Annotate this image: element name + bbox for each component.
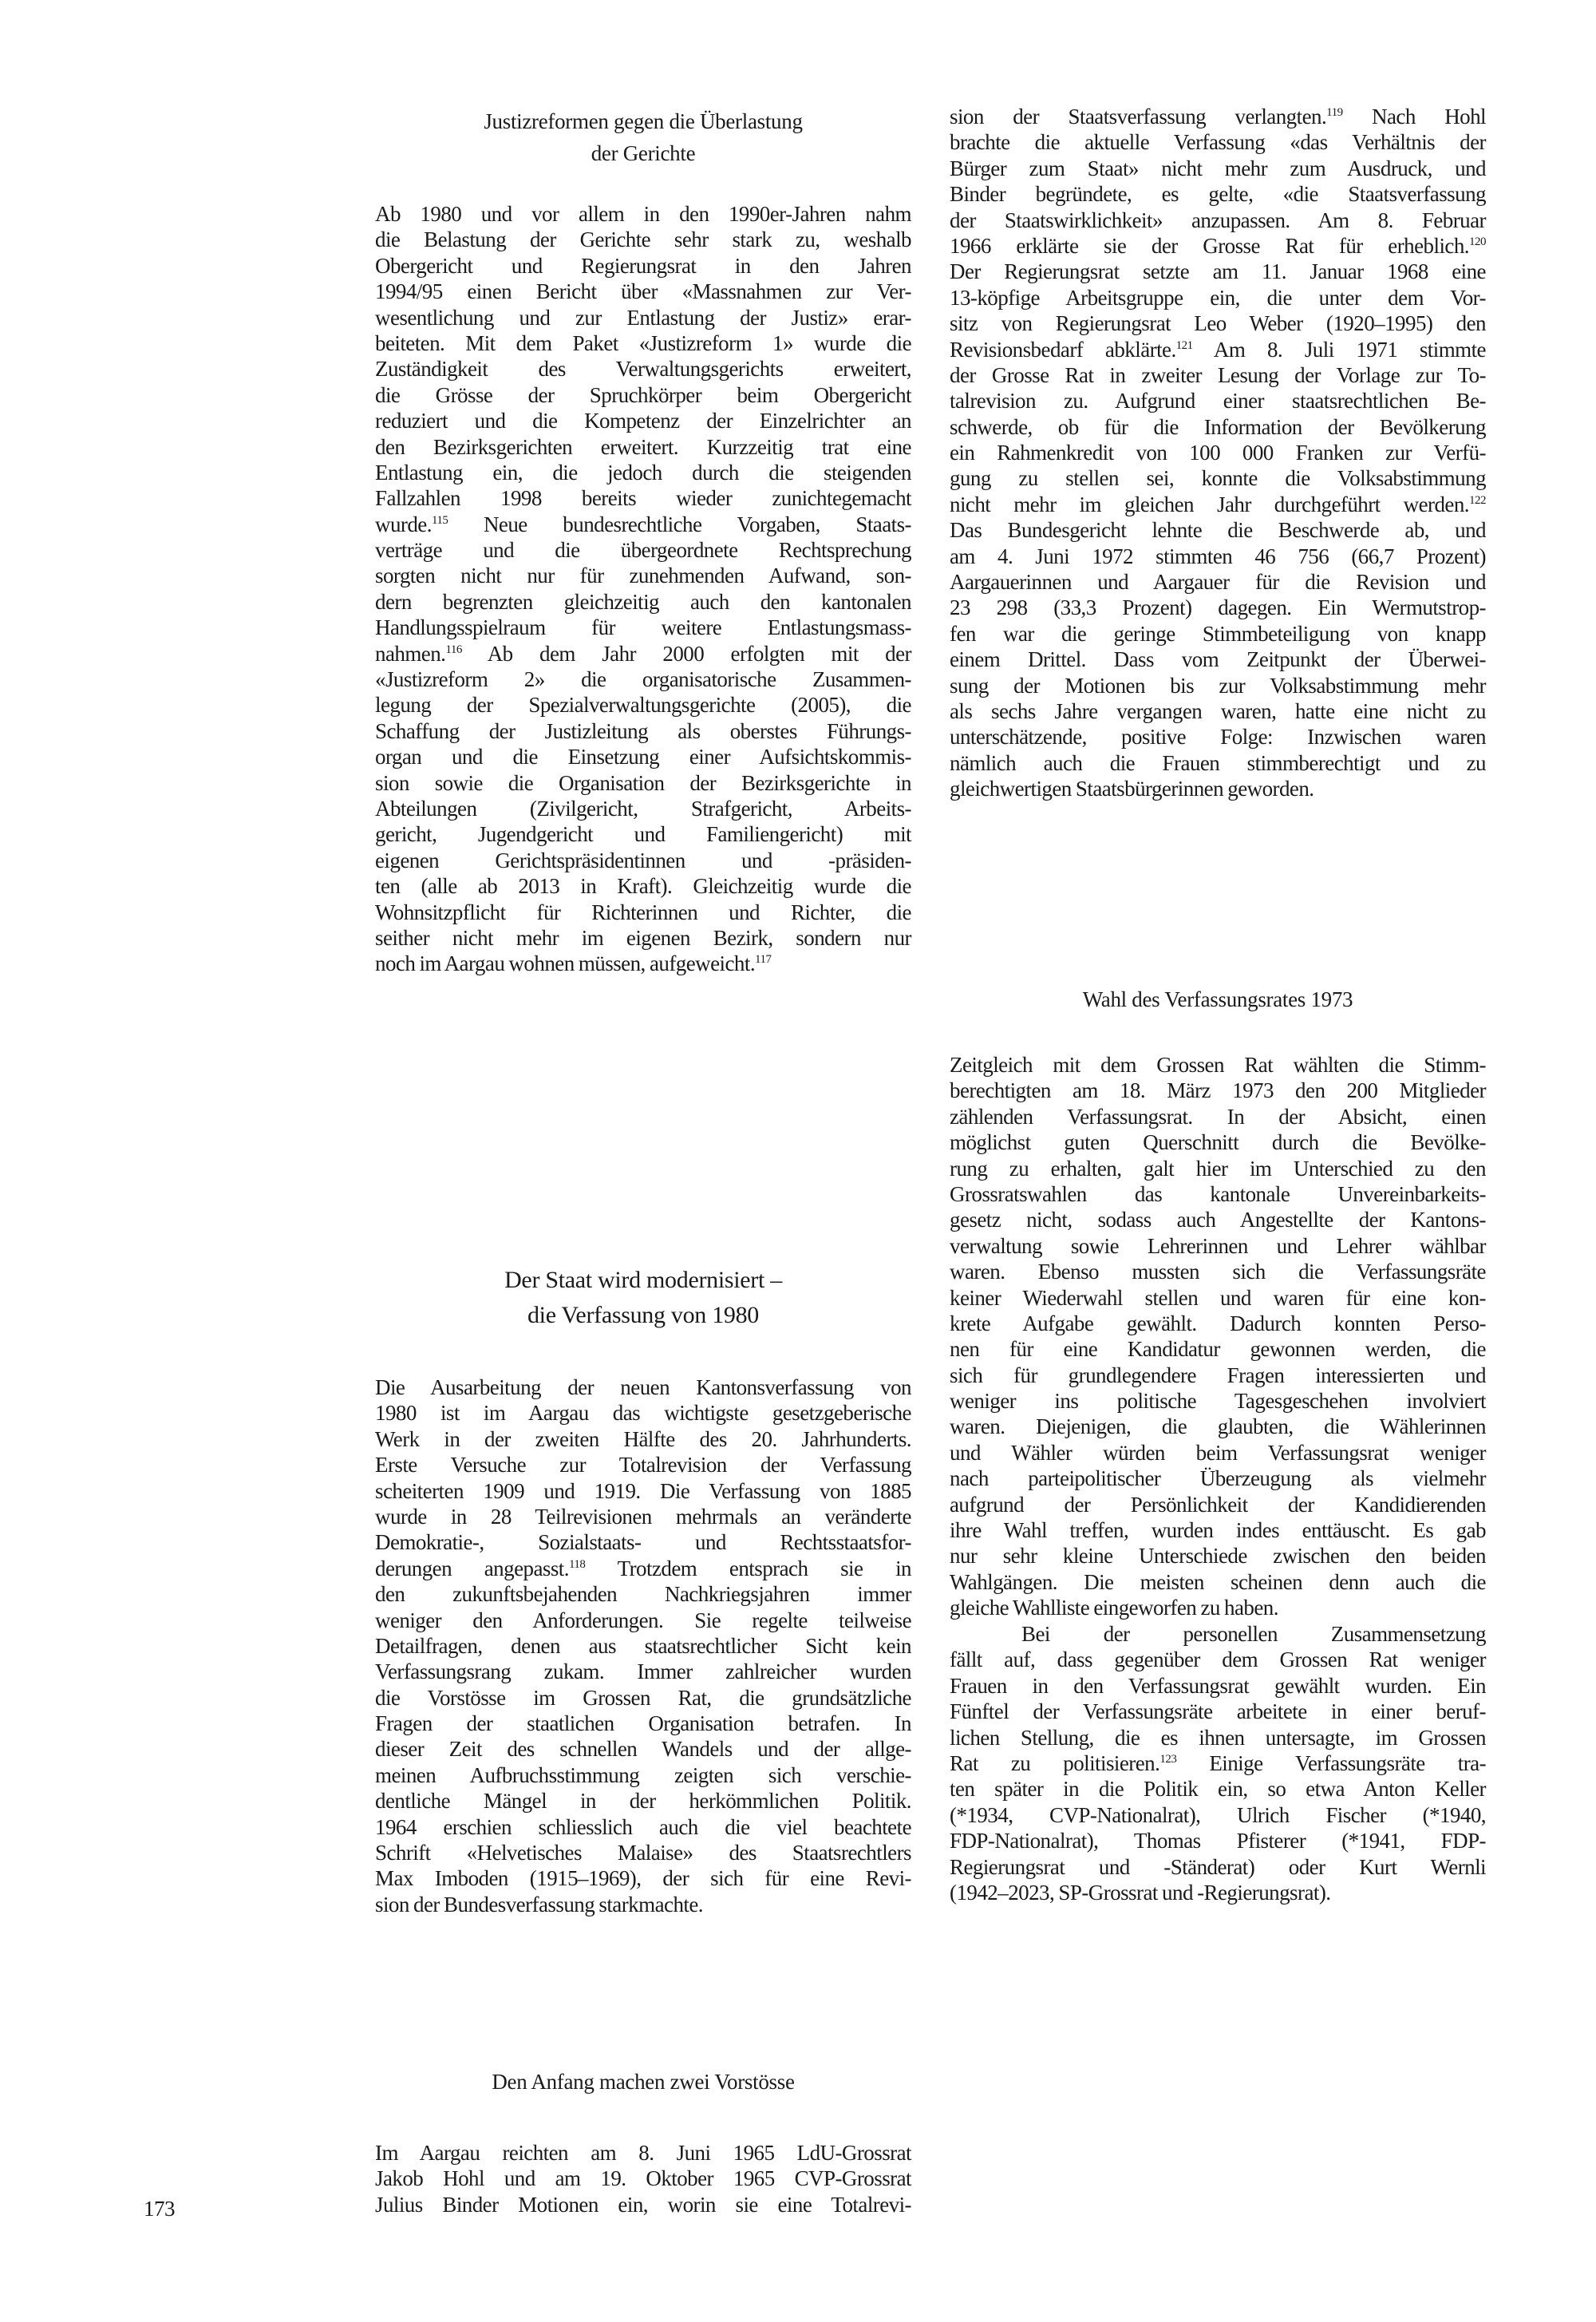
text-line: 1966 erklärte sie der Grosse Rat für erheblich.$^{120}$ <box>950 233 1486 258</box>
text-line: scheiterten 1909 und 1919. Die Verfassung von 1885 <box>375 1478 911 1503</box>
paragraph-motionen <box>950 104 1486 802</box>
text-line: 1980 ist im Aargau das wichtigste gesetzgeberische <box>375 1401 911 1426</box>
text-line: Grossratswahlen das kantonale Unvereinbarkeits- <box>950 1181 1486 1206</box>
text-line: meinen Aufbruchsstimmung zeigten sich verschie- <box>375 1762 911 1787</box>
text-line: Bürger zum Staat» nicht mehr zum Ausdruck, und <box>950 156 1486 180</box>
text-line: Verfassungsrang zukam. Immer zahlreicher wurden <box>375 1659 911 1684</box>
text-line: 1964 erschien schliesslich auch die viel beachtete <box>375 1814 911 1839</box>
text-line: Der Regierungsrat setzte am 11. Januar 1968 eine <box>950 259 1486 284</box>
text-line: fen war die geringe Stimmbeteiligung von knapp <box>950 621 1486 646</box>
text-line: organ und die Einsetzung einer Aufsichtskommis- <box>375 745 911 769</box>
paragraph-den-anfang <box>375 2140 911 2217</box>
text-line: Zuständigkeit des Verwaltungsgerichts erweitert, <box>375 357 911 382</box>
text-line: eigenen Gerichtspräsidentinnen und -präsiden- <box>375 848 911 872</box>
heading-line: Justizreformen gegen die Überlastung <box>484 109 803 133</box>
heading-line: der Gerichte <box>591 141 696 165</box>
heading-line: die Verfassung von 1980 <box>527 1302 759 1328</box>
text-line: nämlich auch die Frauen stimmberechtigt und zu <box>950 750 1486 775</box>
text-line: Die Ausarbeitung der neuen Kantonsverfassung von <box>375 1375 911 1399</box>
text-line: unterschätzende, positive Folge: Inzwischen waren <box>950 725 1486 750</box>
text-line: 23 298 (33,3 Prozent) dagegen. Ein Wermutstrop- <box>950 595 1486 620</box>
text-line: weniger ins politische Tagesgeschehen involviert <box>950 1389 1486 1414</box>
text-line: FDP-Nationalrat), Thomas Pfisterer (*1941, FDP- <box>950 1829 1486 1853</box>
paragraph-wahl-verfassungsrat <box>950 1052 1486 1621</box>
text-line: Binder begründete, es gelte, «die Staatsverfassung <box>950 182 1486 207</box>
text-line: fällt auf, dass gegenüber dem Grossen Rat weniger <box>950 1648 1486 1672</box>
text-line: Das Bundesgericht lehnte die Beschwerde ab, und <box>950 518 1486 543</box>
text-line: Erste Versuche zur Totalrevision der Verfassung <box>375 1453 911 1477</box>
text-line: nur sehr kleine Unterschiede zwischen den beiden <box>950 1544 1486 1568</box>
text-line: Im Aargau reichten am 8. Juni 1965 LdU-Grossrat <box>375 2141 911 2165</box>
text-line: Max Imboden (1915–1969), der sich für eine Revi- <box>375 1866 911 1891</box>
text-line: Werk in der zweiten Hälfte des 20. Jahrhunderts. <box>375 1426 911 1451</box>
text-line: Regierungsrat und -Ständerat) oder Kurt Wernli <box>950 1854 1486 1879</box>
text-line: Zeitgleich mit dem Grossen Rat wählten die Stimm- <box>950 1053 1486 1077</box>
text-line: Aargauerinnen und Aargauer für die Revision und <box>950 570 1486 595</box>
text-line: die Belastung der Gerichte sehr stark zu, weshalb <box>375 227 911 252</box>
subheading-den-anfang: Den Anfang machen zwei Vorstösse <box>492 2070 795 2094</box>
text-line: legung der Spezialverwaltungsgerichte (2005), die <box>375 693 911 718</box>
text-line: gung zu stellen sei, konnte die Volksabstimmung <box>950 466 1486 491</box>
paragraph-justizreformen <box>375 201 911 977</box>
page-number: 173 <box>144 2197 175 2221</box>
text-line: Bei der personellen Zusammensetzung <box>1021 1622 1486 1646</box>
text-line: sich für grundlegendere Fragen interessierten und <box>950 1363 1486 1387</box>
text-line: nach parteipolitischer Überzeugung als vielmehr <box>950 1466 1486 1491</box>
text-line: Wahlgängen. Die meisten scheinen denn auch die <box>950 1569 1486 1594</box>
text-line: Frauen in den Verfassungsrat gewählt wurden. Ein <box>950 1673 1486 1698</box>
text-line: möglichst guten Querschnitt durch die Bevölke- <box>950 1130 1486 1155</box>
text-line: der Grosse Rat in zweiter Lesung der Vorlage zur To- <box>950 362 1486 387</box>
text-line: den Bezirksgerichten erweitert. Kurzzeitig trat eine <box>375 434 911 459</box>
text-line: Jakob Hohl und am 19. Oktober 1965 CVP-Grossrat <box>375 2166 911 2191</box>
section-heading-justizreformen <box>375 105 911 169</box>
text-line: die Grösse der Spruchkörper beim Obergericht <box>375 382 911 407</box>
text-line: nen für eine Kandidatur gewonnen werden, die <box>950 1337 1486 1362</box>
text-line: gesetz nicht, sodass auch Angestellte der Kantons- <box>950 1208 1486 1232</box>
text-line: weniger den Anforderungen. Sie regelte teilweise <box>375 1608 911 1632</box>
text-line: nicht mehr im gleichen Jahr durchgeführt werden.$^{122}$ <box>950 492 1486 516</box>
text-line: waren. Ebenso mussten sich die Verfassungsräte <box>950 1260 1486 1284</box>
text-line: dentliche Mängel in der herkömmlichen Politik. <box>375 1789 911 1814</box>
text-line: Fallzahlen 1998 bereits wieder zunichtegemacht <box>375 486 911 511</box>
text-line: keiner Wiederwahl stellen und waren für eine kon- <box>950 1285 1486 1310</box>
text-line: talrevision zu. Aufgrund einer staatsrechtlichen Be- <box>950 389 1486 413</box>
footnote-reference[interactable]: 122 <box>1469 493 1486 507</box>
text-line: Fünftel der Verfassungsräte arbeitete in einer beruf- <box>950 1699 1486 1724</box>
text-line: reduziert und die Kompetenz der Einzelrichter an <box>375 409 911 433</box>
text-line: 1994/95 einen Bericht über «Massnahmen zur Ver- <box>375 279 911 304</box>
text-line: schwerde, ob für die Information der Bevölkerung <box>950 414 1486 439</box>
text-line: dern begrenzten gleichzeitig auch den kantonalen <box>375 589 911 614</box>
text-line: ihre Wahl treffen, wurden indes enttäuscht. Es gab <box>950 1518 1486 1543</box>
text-line: Entlastung ein, die jedoch durch die steigenden <box>375 460 911 485</box>
footnote-reference[interactable]: 120 <box>1469 235 1486 248</box>
text-line: ein Rahmenkredit von 100 000 Franken zur Verfü- <box>950 441 1486 465</box>
text-line: Ab 1980 und vor allem in den 1990er-Jahren nahm <box>375 202 911 226</box>
text-line: sion sowie die Organisation der Bezirksgerichte in <box>375 770 911 795</box>
text-line: berechtigten am 18. März 1973 den 200 Mitglieder <box>950 1078 1486 1103</box>
text-line: Wohnsitzpflicht für Richterinnen und Richter, die <box>375 900 911 924</box>
footnote-reference[interactable]: 115 <box>431 513 448 527</box>
text-line: ten (alle ab 2013 in Kraft). Gleichzeitig wurde die <box>375 874 911 899</box>
text-line: wurde.$^{115}$ Neue bundesrechtliche Vorgaben, Staats- <box>375 512 911 536</box>
text-line: krete Aufgabe gewählt. Dadurch konnten Perso- <box>950 1311 1486 1335</box>
text-line: wesentlichung und zur Entlastung der Justiz» erar- <box>375 305 911 330</box>
text-line: Obergericht und Regierungsrat in den Jahren <box>375 253 911 278</box>
text-line: am 4. Juni 1972 stimmten 46 756 (66,7 Prozent) <box>950 544 1486 568</box>
text-line: aufgrund der Persönlichkeit der Kandidierenden <box>950 1492 1486 1517</box>
text-line: noch im Aargau wohnen müssen, aufgeweicht.$^{117}$ <box>375 951 772 976</box>
text-line: wurde in 28 Teilrevisionen mehrmals an veränderte <box>375 1504 911 1529</box>
text-line: «Justizreform 2» die organisatorische Zusammen- <box>375 667 911 692</box>
footnote-reference[interactable]: 123 <box>1159 1752 1177 1766</box>
text-line: brachte die aktuelle Verfassung «das Verhältnis der <box>950 130 1486 155</box>
text-line: Schaffung der Justizleitung als oberstes Führungs- <box>375 718 911 743</box>
text-line: gleiche Wahlliste eingeworfen zu haben. <box>950 1596 1278 1620</box>
text-line: Abteilungen (Zivilgericht, Strafgericht, Arbeits- <box>375 796 911 821</box>
text-line: (*1934, CVP-Nationalrat), Ulrich Fischer (*1940, <box>950 1802 1486 1827</box>
text-line: sion der Staatsverfassung verlangten.$^{119}$ Nach Hohl <box>950 105 1487 129</box>
text-line: Julius Binder Motionen ein, worin sie eine Totalrevi- <box>375 2192 911 2217</box>
text-line: sitz von Regierungsrat Leo Weber (1920–1995) den <box>950 311 1486 336</box>
text-line: sung der Motionen bis zur Volksabstimmung mehr <box>950 673 1486 698</box>
text-line: zählenden Verfassungsrat. In der Absicht, einen <box>950 1104 1486 1129</box>
text-line: Detailfragen, denen aus staatsrechtlicher Sicht kein <box>375 1633 911 1658</box>
footnote-reference[interactable]: 116 <box>445 643 462 656</box>
text-line: Demokratie-, Sozialstaats- und Rechtsstaatsfor- <box>375 1530 911 1555</box>
text-line: Rat zu politisieren.$^{123}$ Einige Verfassungsräte tra- <box>950 1750 1487 1775</box>
text-line: sion der Bundesverfassung starkmachte. <box>375 1892 703 1917</box>
text-line: waren. Diejenigen, die glaubten, die Wählerinnen <box>950 1414 1486 1439</box>
text-line: rung zu erhalten, galt hier im Unterschied zu den <box>950 1156 1486 1181</box>
text-line: 13-köpfige Arbeitsgruppe ein, die unter dem Vor- <box>950 285 1486 310</box>
text-line: gleichwertigen Staatsbürgerinnen geworden. <box>950 777 1314 801</box>
chapter-heading-verfassung-1980 <box>375 1263 911 1333</box>
text-line: seither nicht mehr im eigenen Bezirk, sondern nur <box>375 925 911 950</box>
footnote-reference[interactable]: 117 <box>755 953 772 967</box>
text-line: und Wähler würden beim Verfassungsrat weniger <box>950 1440 1486 1465</box>
footnote-reference[interactable]: 118 <box>568 1557 586 1571</box>
text-line: verträge und die übergeordnete Rechtsprechung <box>375 538 911 563</box>
text-line: (1942–2023, SP-Grossrat und -Regierungsrat). <box>950 1880 1331 1905</box>
heading-line: Der Staat wird modernisiert – <box>504 1267 782 1293</box>
text-line: nahmen.$^{116}$ Ab dem Jahr 2000 erfolgten mit der <box>375 641 911 666</box>
text-line: die Vorstösse im Grossen Rat, die grundsätzliche <box>375 1685 911 1710</box>
text-line: gericht, Jugendgericht und Familiengericht) mit <box>375 822 911 847</box>
subheading-wahl-verfassungsrat: Wahl des Verfassungsrates 1973 <box>1082 987 1353 1011</box>
text-line: Handlungsspielraum für weitere Entlastungsmass- <box>375 615 911 640</box>
paragraph-zusammensetzung <box>950 1621 1486 1905</box>
text-line: einem Drittel. Dass vom Zeitpunkt der Überwei- <box>950 647 1486 672</box>
text-line: lichen Stellung, die es ihnen untersagte, im Grossen <box>950 1725 1486 1750</box>
text-line: Revisionsbedarf abklärte.$^{121}$ Am 8. Juli 1971 stimmte <box>950 337 1486 362</box>
text-line: verwaltung sowie Lehrerinnen und Lehrer wählbar <box>950 1233 1486 1258</box>
text-line: als sechs Jahre vergangen waren, hatte eine nicht zu <box>950 698 1486 723</box>
text-line: dieser Zeit des schnellen Wandels und der allge- <box>375 1737 911 1762</box>
text-line: ten später in die Politik ein, so etwa Anton Keller <box>950 1777 1486 1802</box>
text-line: sorgten nicht nur für zunehmenden Aufwand, son- <box>375 564 911 588</box>
text-line: der Staatswirklichkeit» anzupassen. Am 8. Februar <box>950 208 1486 232</box>
text-line: Schrift «Helvetisches Malaise» des Staatsrechtlers <box>375 1841 911 1865</box>
text-line: derungen angepasst.$^{118}$ Trotzdem entsprach sie in <box>375 1556 911 1580</box>
text-line: den zukunftsbejahenden Nachkriegsjahren immer <box>375 1582 911 1607</box>
footnote-reference[interactable]: 121 <box>1175 338 1193 352</box>
text-line: Fragen der staatlichen Organisation betrafen. In <box>375 1711 911 1736</box>
paragraph-verfassung-intro <box>375 1375 911 1917</box>
footnote-reference[interactable]: 119 <box>1326 106 1343 119</box>
text-line: beiteten. Mit dem Paket «Justizreform 1» wurde die <box>375 330 911 355</box>
